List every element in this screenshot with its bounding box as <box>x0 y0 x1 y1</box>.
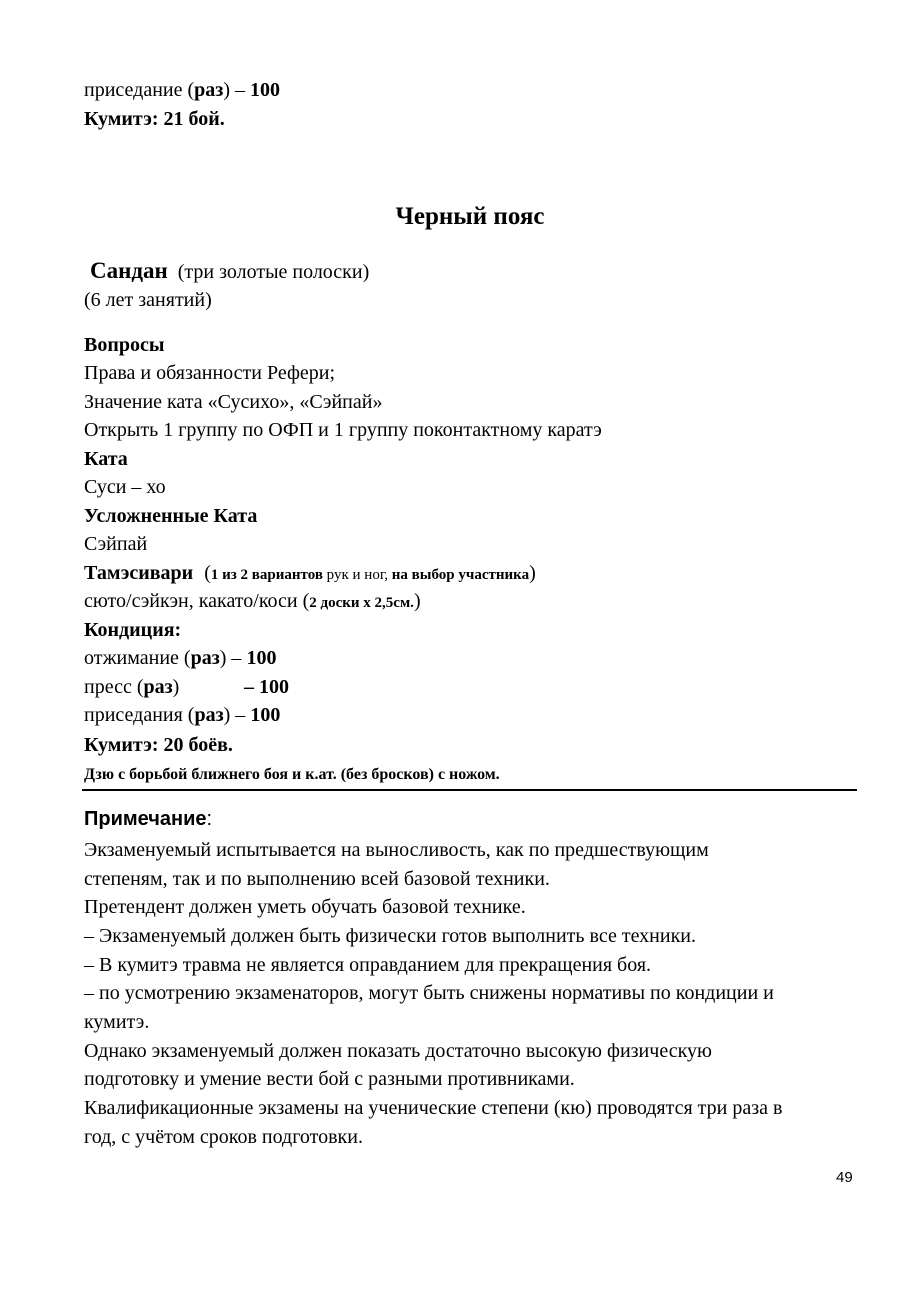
note-line: кумитэ. <box>84 1011 150 1033</box>
note-line: Однако экзаменуемый должен показать достаточно высокую физическую <box>84 1040 712 1062</box>
note-line: Квалификационные экзамены на ученические степени (кю) проводятся три раза в <box>84 1097 783 1119</box>
note-line: – Экзаменуемый должен быть физически готов выполнить все техники. <box>84 925 697 947</box>
note-heading: Примечание: <box>84 808 213 830</box>
note-line: степеням, так и по выполнению всей базовой техники. <box>84 868 550 890</box>
question-item: Открыть 1 группу по ОФП и 1 группу поконтактному каратэ <box>84 419 602 441</box>
section-title: Черный пояс <box>395 203 545 230</box>
condition-heading: Кондиция: <box>84 619 182 641</box>
note-line: подготовку и умение вести бой с разными противниками. <box>84 1068 575 1090</box>
tameshiwari-details: сюто/сэйкэн, какато/коси (2 доски х 2,5см.) <box>84 590 421 612</box>
note-line: – по усмотрению экзаменаторов, могут быть снижены нормативы по кондиции и <box>84 982 774 1004</box>
note-line: Претендент должен уметь обучать базовой технике. <box>84 896 526 918</box>
condition-row: приседания (раз) – 100 <box>84 704 281 726</box>
condition-row: пресс (раз) – 100 <box>84 676 289 698</box>
tameshiwari-line: Тамэсивари (1 из 2 вариантов рук и ног, на выбор участника) <box>84 562 536 584</box>
top-line-kumite: Кумитэ: 21 бой. <box>84 108 225 130</box>
tameshiwari-heading: Тамэсивари <box>84 562 194 584</box>
belt-line <box>90 258 369 284</box>
kumite-line: Кумитэ: 20 боёв. <box>84 734 233 756</box>
note-line: Экзаменуемый испытывается на выносливость, как по предшествующим <box>84 839 709 861</box>
belt-years: (6 лет занятий) <box>84 289 212 311</box>
kata-value: Суси – хо <box>84 476 166 498</box>
advanced-kata-heading: Усложненные Ката <box>84 505 258 527</box>
kata-heading: Ката <box>84 448 128 470</box>
question-item: Права и обязанности Рефери; <box>84 362 336 384</box>
belt-desc: (три золотые полоски) <box>177 261 370 283</box>
page-number: 49 <box>836 1169 853 1186</box>
belt-name: Сандан <box>90 258 168 283</box>
top-line-squat: приседание (раз) – 100 <box>84 79 280 101</box>
questions-heading: Вопросы <box>84 334 165 356</box>
note-line: – В кумитэ травма не является оправданием для прекращения боя. <box>84 954 652 976</box>
advanced-kata-value: Сэйпай <box>84 533 148 555</box>
question-item: Значение ката «Сусихо», «Сэйпай» <box>84 391 383 413</box>
note-line: год, с учётом сроков подготовки. <box>84 1126 363 1148</box>
dzyu-line: Дзю с борьбой ближнего боя и к.ат. (без бросков) с ножом. <box>84 766 500 783</box>
divider <box>82 789 857 791</box>
condition-row: отжимание (раз) – 100 <box>84 647 277 669</box>
